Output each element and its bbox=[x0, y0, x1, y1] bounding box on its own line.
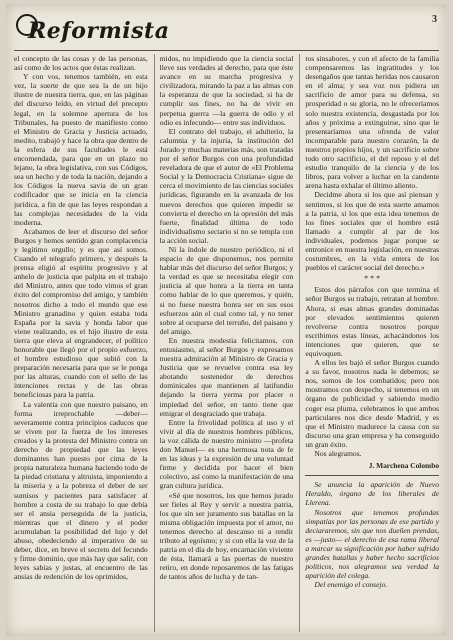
paragraph: «Sé que nosotros, los que hemos jurado ser fieles al Rey y servir a nuestra patria, los que sin ser juramento sus batallas en la misma obligación impuesta por el amor, no tenemos derecho al descanso ni a rendir tributo al egoísmo; y si con ella la voz de la patria en el día de hoy, encarnación viviente de ésta, llamará a las puertas de nuestro retiro, en donde reposaremos de las fatigas de tantos años de lucha y de tan- bbox=[159, 490, 294, 582]
paragraph: Del enemigo el consejo. bbox=[314, 580, 388, 590]
paragraph: A ellos les bajó el señor Burgos cuando a su favor, nosotros nada le debemos; se nos, somos de los combatidos; pero nos mostramos con despecho, si tenemos en un órgano de publicidad y sabiendo medio coger esa pluma, celebramos lo que ambos particulares nos dice desde Madrid, y es que el Ministro madurece la causa con su discurso una gran empresa y ha conseguido un gran éxito. bbox=[305, 358, 440, 449]
masthead-logo bbox=[14, 10, 174, 50]
section-separator: * * * bbox=[364, 274, 381, 284]
newspaper-page bbox=[6, 4, 447, 636]
column-left bbox=[14, 54, 148, 632]
column-middle bbox=[154, 54, 294, 632]
paragraph: Acabamos de leer el discurso del señor Burgos y hemos sentido gran complacencia y legítimo orgullo; y es que así somos. Cuando el telegrafo primero, y después la prensa eligió al espíritu progresivo y al anhelo de justicia que palpita en el trabajo del Ministro, antes que todo vimos el gran éxito del compromiso del amigo, y también nosotros dicho a todo el mundo que ese Ministro granadino y quien estaba toda España por la savia y honda labor que viene realizando, es el hijo ilustre de esta tierra que eleva al engrandecer, el político honorable que llegó por el propio esfuerzo, el hombre estudioso que subió con la preparación necesaria para que se le ponga por las alturas, cuando con el sello de las intenciones rectas y de las obras beneficiosas para la patria. bbox=[14, 226, 148, 400]
header-rule bbox=[14, 50, 439, 51]
paragraph: Ni la índole de nuestro periódico, ni el espacio de que disponemos, nos permite hablar más del discurso del señor Burgos; y la verdad es que se necesitaba elegir con justicia al que honra a la tierra en tanta como hablar de lo que queremos, y quién, si no fuese nuestra honra ser en sus esos esfuerzos aún el cual como tal, y no tener sobre al ocuparse del terruño, del paisano y del amigo. bbox=[159, 244, 294, 336]
article-columns bbox=[14, 54, 439, 632]
page-number: 3 bbox=[432, 14, 437, 25]
paragraph: Entre la frivolidad política al uso y el vivir al día de nuestros hombres públicos, la voz cálida de nuestro ministro —profeta don Manuel— es una hermosa nota de fe en las ideas y la expresión de una voluntad firme y decidida por hacer el bien colectivo, así como la manifestación de una gran cultura jurídica. bbox=[159, 417, 294, 491]
paragraph: En nuestra modestia felicitamos, con entusiasmo, al señor Burgos y expresamos nuestra admiración al Ministro de Gracia y Justicia que se revuelve contra esa ley abotando sostenedor de derechos dominicales que mantienen al latifundio dejando la tierra yerma por placer o impiedad del señor, en tanto tiene que emigrar el desgraciado que trabaja. bbox=[159, 335, 294, 418]
paragraph: La valentía con que nuestro paisano, en forma irreprochable —deber— severamente contra principios caducos que se viven por la fuerza de los intereses creados y la protesta del Ministro contra un derecho de propiedad que las leyes dominantes han puesto por cima de la propia naturaleza humana haciendo todo de la piedad cristiana y altruista, imponiendo a la miseria y a la pobreza el deber de ser sumisos y pacientes para satisfacer al hombre a costa de su trabajo lo que debía ser el ansia perseguida de la justicia, mientras que el dinero y el poder acumulaban la posibilidad del lujo y del abuso, obedeciendo al imperativo de su deber, dice, en breve el secreto del fecundo y firme dominio, que más hay que salir, con leyes sabias y justas, al encuentro de las ansias de redención de los oprimidos, bbox=[14, 399, 148, 582]
newspaper-title: Reformista bbox=[28, 18, 170, 44]
paragraph: Nos alegramos. bbox=[314, 449, 362, 459]
column-right bbox=[299, 54, 439, 632]
article-signature: J. Marchena Colombo bbox=[368, 461, 440, 471]
paragraph: Decidme ahora si los que así piensan y sentimos, si los que de esta suerte amamos a la patria, si los que esta idea tenemos de los fines sociales que el hombre está llamado a cumplir al par de los individuales, podemos jugar porque se entronice en nuestra legislación, en nuestras costumbres, en la vida entera de los pueblos el carácter social del derecho.» bbox=[305, 190, 440, 273]
paragraph: Estos dos párrafos con que termina el señor Burgos su trabajo, retratan al hombre. Ahora, si esas almas grandes dominadas por elevados sentimientos quieren revolverse contra nosotros porque escribimos estas líneas, achacándonos los intenciones que quieren, que se equivoquen. bbox=[305, 285, 440, 358]
masthead bbox=[6, 4, 447, 52]
divider bbox=[305, 475, 439, 476]
paragraph: Nosotros que tenemos profundas simpatías por las personas de ese partido y deciararemos, sin que nos dueñen prendas, es —justo— el derecho de esa rama liberal a marcar su significación por haber sufrido grandes batallas y haber hecho sacrificios políticos, nos alegramos sea verdad la aparición del colega. bbox=[305, 507, 440, 581]
paragraph: Se anuncia la aparición de Nuevo Heraldo, órgano de los liberales de Llerena. bbox=[305, 480, 440, 508]
paragraph: midos, no impidiendo que la ciencia social lleve sus verdades al derecho, para que éste avance en su marcha progresiva y civilizadora, mirando la paz a las almas con la esperanza de que la sociedad, si ha de cumplir sus fines, no ha de vivir en perpetua guerra —la guerra de odio y el odio es infecundo— entre sus individuos. bbox=[159, 54, 294, 127]
paragraph: El contrato del trabajo, el adulterio, la calumnia y la injuria, la institución del Jurado y muchas materias más, son tratadas por el señor Burgos con una profundidad reveladora de que el autor de «El Problema Social y la Democracia Cristiana» sigue de cerca el movimiento de las ciencias sociales jurídicas, figurando en la avanzada de los nuevos derechos que quieren impedir se convierta el derecho en la opresión del más fuerte, finalidad última de todo individualismo sectario si no se templa con la acción social. bbox=[159, 126, 294, 245]
paragraph: Y con vos, tenemos también, en esta vez, la suerte de que sea la de un hijo ilustre de nuestra tierra, que, en las páginas del discurso leído, en virtud del precepto legal, en la solemne apertura de los Tribunales, ha puesto de manifiesto como el Ministro de Gracia y Justicia actuado, medito, trabajó y hace la obra que dentro de la esfera de sus facultades le está encomendada, para que en un plazo no lejano, la obra legislativa, con sus Códigos, sea un hecho y de toda la nación, dejando a los Códigos la nueva savia de un gran codificador que se inicia en la ciencia jurídica, a fin de que las leyes respondan a las complejas necesidades de la vida moderna. bbox=[14, 72, 148, 227]
paragraph: el concepto de las cosas y de las personas, así como de los actos que éstas realizan. bbox=[14, 54, 148, 73]
paragraph: tos sinsabores, y con el afecto de la familia compensaremos las ingratitudes y los desengaños que tantas heridas nos causaron en el alma; y sea voz nos pidiera un sacrificio de amor para su defensa, su prosperidad o su gloria, no le ofreceríamos solo nuestra existencia, desgastada por los años y próxima a extinguirse, sino que le presentaríamos una ofrenda de valor incomparable para nuestro corazón, la de nuestros propios hijos, y un sacrificio sobre todo otro sacrificio, el del reposo y el del estudio tranquilo de la ciencia y de los libros, para volver a luchar en la candente arena hasta exhalar el último aliento. bbox=[305, 54, 440, 191]
news-note bbox=[305, 480, 439, 589]
